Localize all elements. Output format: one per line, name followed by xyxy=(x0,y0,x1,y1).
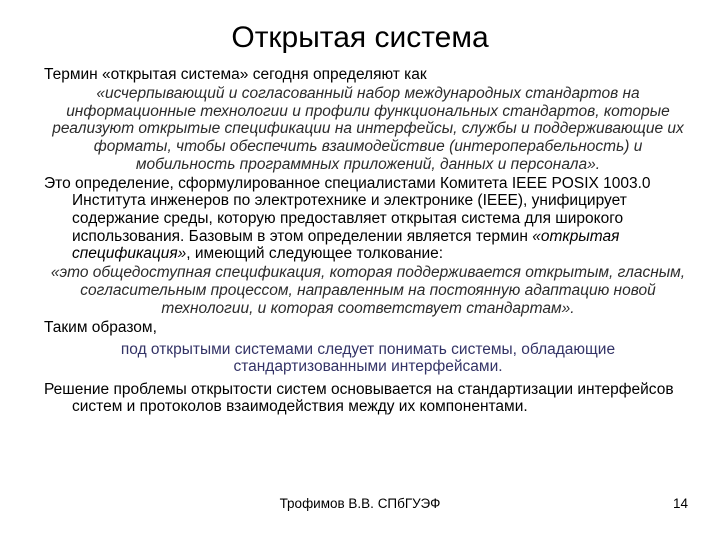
paragraph-conclusion-lead: Таким образом, xyxy=(44,318,157,336)
paragraph-intro: Термин «открытая система» сегодня определяют как xyxy=(44,66,427,83)
quote-open-specification: «это общедоступная спецификация, которая поддерживается открытым, гласным, согласительным процессом, направленным на постоянную адаптацию новой технологии, и которая соответствует стандартам». xyxy=(50,264,686,317)
paragraph-ieee-text: Это определение, сформулированное специалистами Комитета IEEE POSIX 1003.0 Института инженеров по электротехнике и электронике (IEEE), унифицирует содержание среды, которую предоставляет открытая система для широкого использования. Базовым в этом определении является термин xyxy=(44,174,651,245)
paragraph-solution: Решение проблемы открытости систем основывается на стандартизации интерфейсов систем и протоколов взаимодействия между их компонентами. xyxy=(44,380,674,416)
footer-author: Трофимов В.В. СПбГУЭФ xyxy=(279,496,441,511)
slide-body xyxy=(44,66,692,417)
paragraph-ieee-tail: , имеющий следующее толкование: xyxy=(186,245,444,263)
slide-title: Открытая система xyxy=(231,21,489,54)
page-number: 14 xyxy=(672,496,688,511)
quote-definition: «исчерпывающий и согласованный набор международных стандартов на информационные технологии и профили функциональных стандартов, которые реализуют открытые спецификации на интерфейсы, службы и поддерживающие их форматы, чтобы обеспечить взаимодействие (интероперабельность) и мобильность программных приложений, данных и персонала». xyxy=(52,85,684,173)
emphasis-open-systems: под открытыми системами следует понимать системы, обладающие стандартизованными интерфейсами. xyxy=(120,340,616,376)
term-open-specification: «открытая спецификация» xyxy=(72,227,620,263)
paragraph-ieee xyxy=(44,175,692,263)
